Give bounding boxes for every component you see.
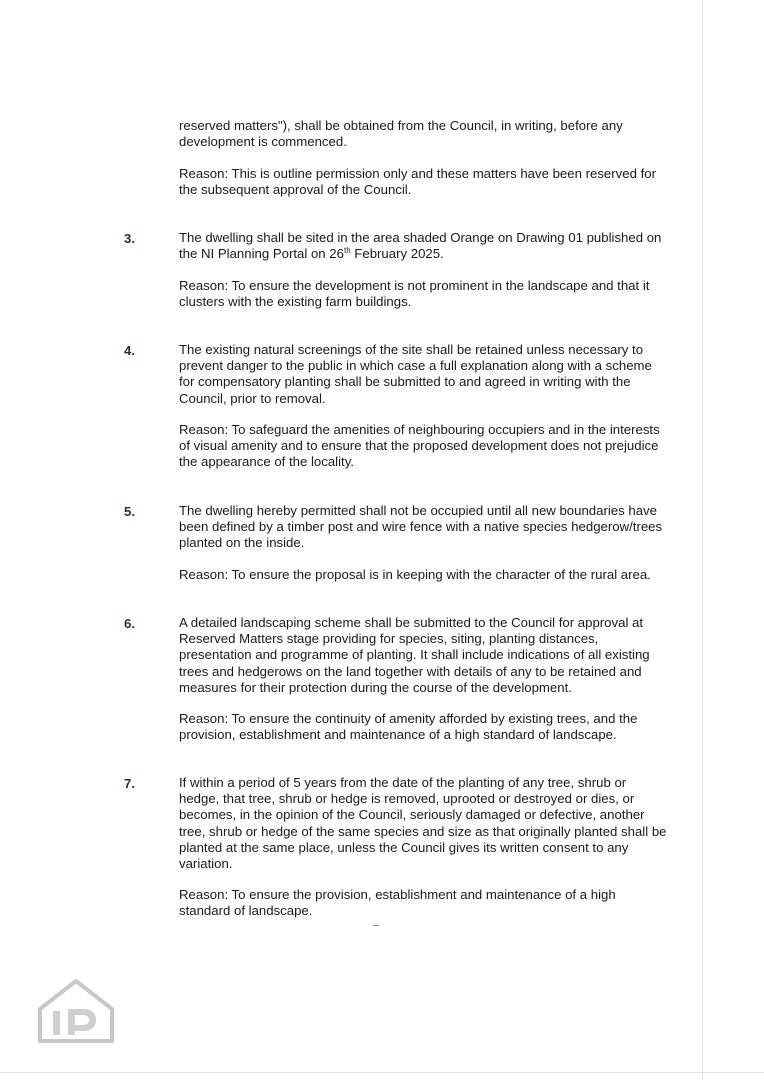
condition-text-7: If within a period of 5 years from the date of the planting of any tree, shrub or hedge, that tree, shrub or hedge is removed, uprooted or destroyed or dies, or becomes, in the opinion of the Council, seriously damaged or defective, another tree, shrub or hedge of the same species and size as that originally planted shall be planted at the same place, unless the Council gives its written consent to any variation. [179,775,667,872]
condition-number-5: 5. [124,504,135,519]
condition-text-3 [179,230,669,262]
condition-text-3-main: The dwelling shall be sited in the area shaded Orange on Drawing 01 published on the NI Planning Portal on 26 [179,230,662,262]
condition-text-6: A detailed landscaping scheme shall be submitted to the Council for approval at Reserved Matters stage providing for species, siting, planting distances, presentation and programme of planting. It shall include indications of all existing trees and hedgerows on the land together with details of any to be retained and measures for their protection during the course of the development. [179,615,650,695]
reason-text-4: Reason: To safeguard the amenities of neighbouring occupiers and in the interests of visual amenity and to ensure that the proposed development does not prejudice the appearance of the locality. [179,422,660,470]
reason-text-5: Reason: To ensure the proposal is in keeping with the character of the rural area. [179,567,651,582]
reason-text-6: Reason: To ensure the continuity of amenity afforded by existing trees, and the provision, establishment and maintenance of a high standard of landscape. [179,711,638,743]
scan-mark [373,925,379,926]
condition-number-4: 4. [124,343,135,358]
reason-text-7: Reason: To ensure the provision, establishment and maintenance of a high standard of landscape. [179,887,616,919]
condition-number-7: 7. [124,776,135,791]
condition-number-3: 3. [124,231,135,246]
page-edge-bottom [0,1072,764,1073]
property-house-logo-icon [36,975,116,1045]
condition-text-5: The dwelling hereby permitted shall not be occupied until all new boundaries have been defined by a timber post and wire fence with a native species hedgerow/trees planted on the inside. [179,503,663,551]
condition-text-3-sup: th [343,246,351,256]
reason-text-2: Reason: This is outline permission only and these matters have been reserved for the subsequent approval of the Council. [179,166,656,198]
condition-number-6: 6. [124,616,135,631]
reason-text-3: Reason: To ensure the development is not prominent in the landscape and that it clusters with the existing farm buildings. [179,278,650,310]
condition-text-4: The existing natural screenings of the site shall be retained unless necessary to prevent danger to the public in which case a full explanation along with a scheme for compensatory planting shall be submitted to and agreed in writing with the Council, prior to removal. [179,342,652,406]
condition-text-continued: reserved matters"), shall be obtained from the Council, in writing, before any development is commenced. [179,118,623,150]
page-edge-right [702,0,703,1080]
condition-text-3-end: February 2025. [350,246,444,262]
